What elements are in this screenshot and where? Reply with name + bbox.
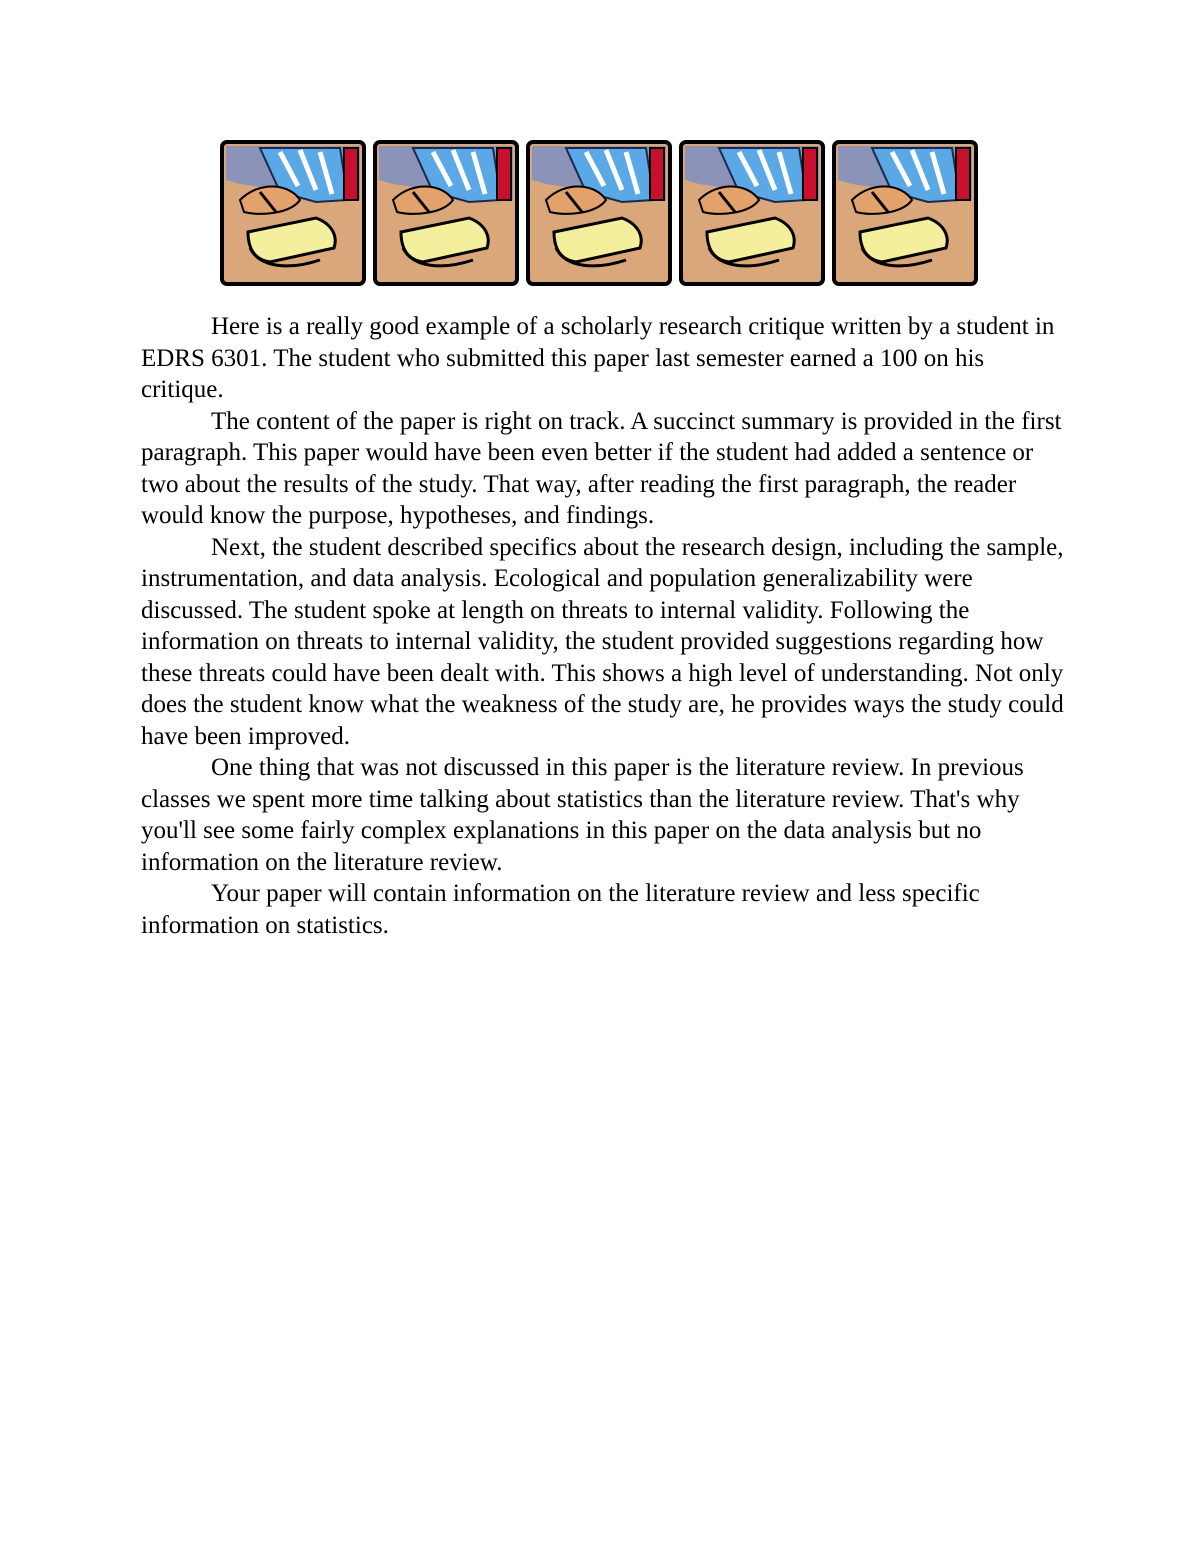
hand-writing-on-scroll-icon [679,140,825,286]
document-body [141,311,1071,941]
paragraph-literature: One thing that was not discussed in this paper is the literature review. In previous classes we spent more time talking about statistics than the literature review. That's why you'll see some fairly complex explanations in this paper on the data analysis but no information on the literature review. [141,754,1024,876]
hand-writing-on-scroll-icon [373,140,519,286]
paragraph-design: Next, the student described specifics about the research design, including the sample, instrumentation, and data analysis. Ecological and population generalizability were discussed. The student spoke at length on threats to internal validity. Following the information on threats to internal validity, the student provided suggestions regarding how these threats could have been dealt with. This shows a high level of understanding. Not only does the student know what the weakness of the study are, he provides ways the study could have been improved. [141,533,1064,750]
hand-writing-on-scroll-icon [526,140,672,286]
hand-writing-on-scroll-icon [832,140,978,286]
paragraph-intro: Here is a really good example of a scholarly research critique written by a student in EDRS 6301. The student who submitted this paper last semester earned a 100 on his critique. [141,313,1055,403]
clipart-banner [220,140,980,286]
paragraph-closing: Your paper will contain information on the literature review and less specific information on statistics. [141,880,980,939]
paragraph-content: The content of the paper is right on track. A succinct summary is provided in the first paragraph. This paper would have been even better if the student had added a sentence or two about the results of the study. That way, after reading the first paragraph, the reader would know the purpose, hypotheses, and findings. [141,407,1062,529]
hand-writing-on-scroll-icon [220,140,366,286]
